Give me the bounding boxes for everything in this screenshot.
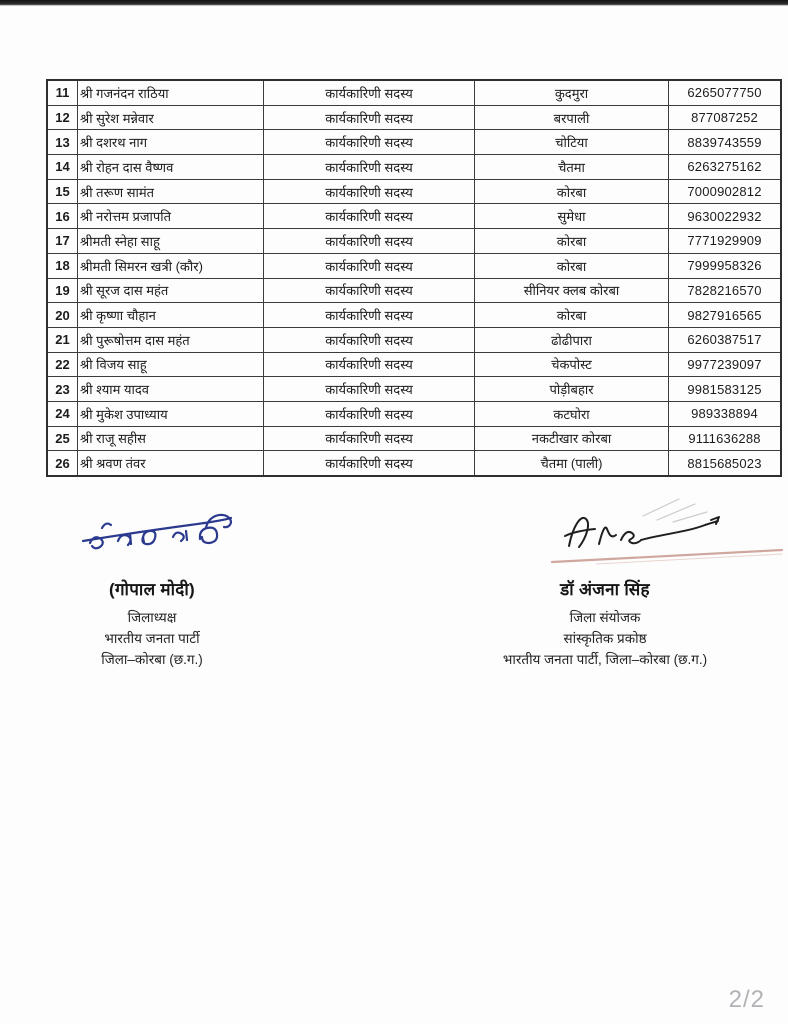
cell-name: श्री रोहन दास वैष्णव — [78, 155, 264, 180]
cell-place: ढोढीपारा — [475, 327, 669, 352]
cell-name: श्री विजय साहू — [78, 352, 264, 377]
signatory-name: डॉ अंजना सिंह — [560, 580, 650, 599]
members-table — [46, 79, 782, 477]
cell-position: कार्यकारिणी सदस्य — [264, 229, 475, 254]
cell-place: कटघोरा — [475, 401, 669, 426]
cell-phone: 7828216570 — [669, 278, 782, 303]
cell-position: कार्यकारिणी सदस्य — [264, 377, 475, 402]
cell-place: बरपाली — [475, 105, 669, 130]
signatory-org: भारतीय जनता पार्टी — [104, 631, 200, 646]
cell-place: सीनियर क्लब कोरबा — [475, 278, 669, 303]
table-row — [47, 278, 781, 303]
cell-serial: 19 — [47, 278, 78, 303]
page-number: 2/2 — [728, 986, 765, 1013]
cell-serial: 13 — [47, 130, 78, 155]
cell-phone: 877087252 — [669, 105, 782, 130]
cell-name: श्री श्रवण तंवर — [78, 451, 264, 476]
cell-serial: 23 — [47, 377, 78, 402]
cell-name: श्री तरूण सामंत — [78, 179, 264, 204]
table-row — [47, 303, 781, 328]
cell-name: श्री मुकेश उपाध्याय — [78, 401, 264, 426]
cell-phone: 8839743559 — [669, 130, 782, 155]
cell-serial: 22 — [47, 352, 78, 377]
cell-name: श्री कृष्णा चौहान — [78, 303, 264, 328]
cell-phone: 9630022932 — [669, 204, 782, 229]
table-row — [47, 130, 781, 155]
cell-name: श्री गजनंदन राठिया — [78, 80, 264, 105]
cell-serial: 21 — [47, 327, 78, 352]
cell-position: कार्यकारिणी सदस्य — [264, 352, 475, 377]
signatory-block-left — [57, 577, 247, 670]
cell-serial: 14 — [47, 155, 78, 180]
cell-place: नकटीखार कोरबा — [475, 426, 669, 451]
cell-name: श्री सुरेश मन्नेवार — [78, 105, 264, 130]
cell-place: कोरबा — [475, 253, 669, 278]
cell-serial: 11 — [47, 80, 78, 105]
table-row — [47, 451, 781, 476]
cell-place: कोरबा — [475, 179, 669, 204]
cell-place: चोटिया — [475, 130, 669, 155]
cell-serial: 17 — [47, 229, 78, 254]
table-row — [47, 229, 781, 254]
cell-place: कोरबा — [475, 229, 669, 254]
cell-serial: 20 — [47, 303, 78, 328]
table-row — [47, 105, 781, 130]
cell-phone: 9977239097 — [669, 352, 782, 377]
signatory-org-district: भारतीय जनता पार्टी, जिला–कोरबा (छ.ग.) — [502, 652, 708, 667]
cell-phone: 9827916565 — [669, 303, 782, 328]
signatory-title: जिला संयोजक — [569, 610, 641, 625]
cell-position: कार्यकारिणी सदस्य — [264, 278, 475, 303]
cell-place: चैतमा (पाली) — [475, 451, 669, 476]
signatory-name: (गोपाल मोदी) — [108, 580, 195, 599]
cell-serial: 24 — [47, 401, 78, 426]
cell-phone: 7000902812 — [669, 179, 782, 204]
cell-place: चेकपोस्ट — [475, 352, 669, 377]
signatory-cell: सांस्कृतिक प्रकोष्ठ — [563, 631, 647, 646]
cell-serial: 12 — [47, 105, 78, 130]
cell-phone: 989338894 — [669, 401, 782, 426]
scan-edge-artifact — [0, 0, 788, 6]
cell-name: श्री पुरूषोत्तम दास महंत — [78, 327, 264, 352]
table-row — [47, 327, 781, 352]
cell-position: कार्यकारिणी सदस्य — [264, 426, 475, 451]
cell-name: श्री सूरज दास महंत — [78, 278, 264, 303]
cell-place: सुमेधा — [475, 204, 669, 229]
cell-position: कार्यकारिणी सदस्य — [264, 179, 475, 204]
cell-position: कार्यकारिणी सदस्य — [264, 451, 475, 476]
cell-position: कार्यकारिणी सदस्य — [264, 155, 475, 180]
cell-position: कार्यकारिणी सदस्य — [264, 401, 475, 426]
cell-place: कुदमुरा — [475, 80, 669, 105]
cell-phone: 8815685023 — [669, 451, 782, 476]
cell-serial: 15 — [47, 179, 78, 204]
table-row — [47, 253, 781, 278]
cell-name: श्रीमती सिमरन खत्री (कौर) — [78, 253, 264, 278]
cell-name: श्री नरोत्तम प्रजापति — [78, 204, 264, 229]
signatory-district: जिला–कोरबा (छ.ग.) — [101, 652, 203, 667]
table-row — [47, 155, 781, 180]
cell-phone: 9111636288 — [669, 426, 782, 451]
cell-place: कोरबा — [475, 303, 669, 328]
cell-position: कार्यकारिणी सदस्य — [264, 130, 475, 155]
cell-name: श्री दशरथ नाग — [78, 130, 264, 155]
cell-position: कार्यकारिणी सदस्य — [264, 105, 475, 130]
signature-gopal-modi-handwriting — [78, 509, 238, 557]
cell-position: कार्यकारिणी सदस्य — [264, 204, 475, 229]
cell-place: चैतमा — [475, 155, 669, 180]
table-row — [47, 401, 781, 426]
cell-phone: 6265077750 — [669, 80, 782, 105]
cell-name: श्री राजू सहीस — [78, 426, 264, 451]
cell-phone: 7771929909 — [669, 229, 782, 254]
table-row — [47, 80, 781, 105]
table-row — [47, 377, 781, 402]
scan-crease-line — [550, 545, 786, 565]
table-row — [47, 352, 781, 377]
table-row — [47, 426, 781, 451]
signatory-block-right — [445, 577, 765, 670]
cell-position: कार्यकारिणी सदस्य — [264, 80, 475, 105]
cell-phone: 6260387517 — [669, 327, 782, 352]
cell-name: श्रीमती स्नेहा साहू — [78, 229, 264, 254]
cell-phone: 7999958326 — [669, 253, 782, 278]
cell-serial: 16 — [47, 204, 78, 229]
cell-position: कार्यकारिणी सदस्य — [264, 327, 475, 352]
cell-serial: 18 — [47, 253, 78, 278]
cell-position: कार्यकारिणी सदस्य — [264, 303, 475, 328]
cell-phone: 6263275162 — [669, 155, 782, 180]
cell-position: कार्यकारिणी सदस्य — [264, 253, 475, 278]
cell-serial: 26 — [47, 451, 78, 476]
signatory-title: जिलाध्यक्ष — [127, 610, 177, 625]
table-row — [47, 179, 781, 204]
cell-serial: 25 — [47, 426, 78, 451]
cell-phone: 9981583125 — [669, 377, 782, 402]
table-row — [47, 204, 781, 229]
member-table-body — [47, 80, 781, 476]
cell-place: पोड़ीबहार — [475, 377, 669, 402]
cell-name: श्री श्याम यादव — [78, 377, 264, 402]
